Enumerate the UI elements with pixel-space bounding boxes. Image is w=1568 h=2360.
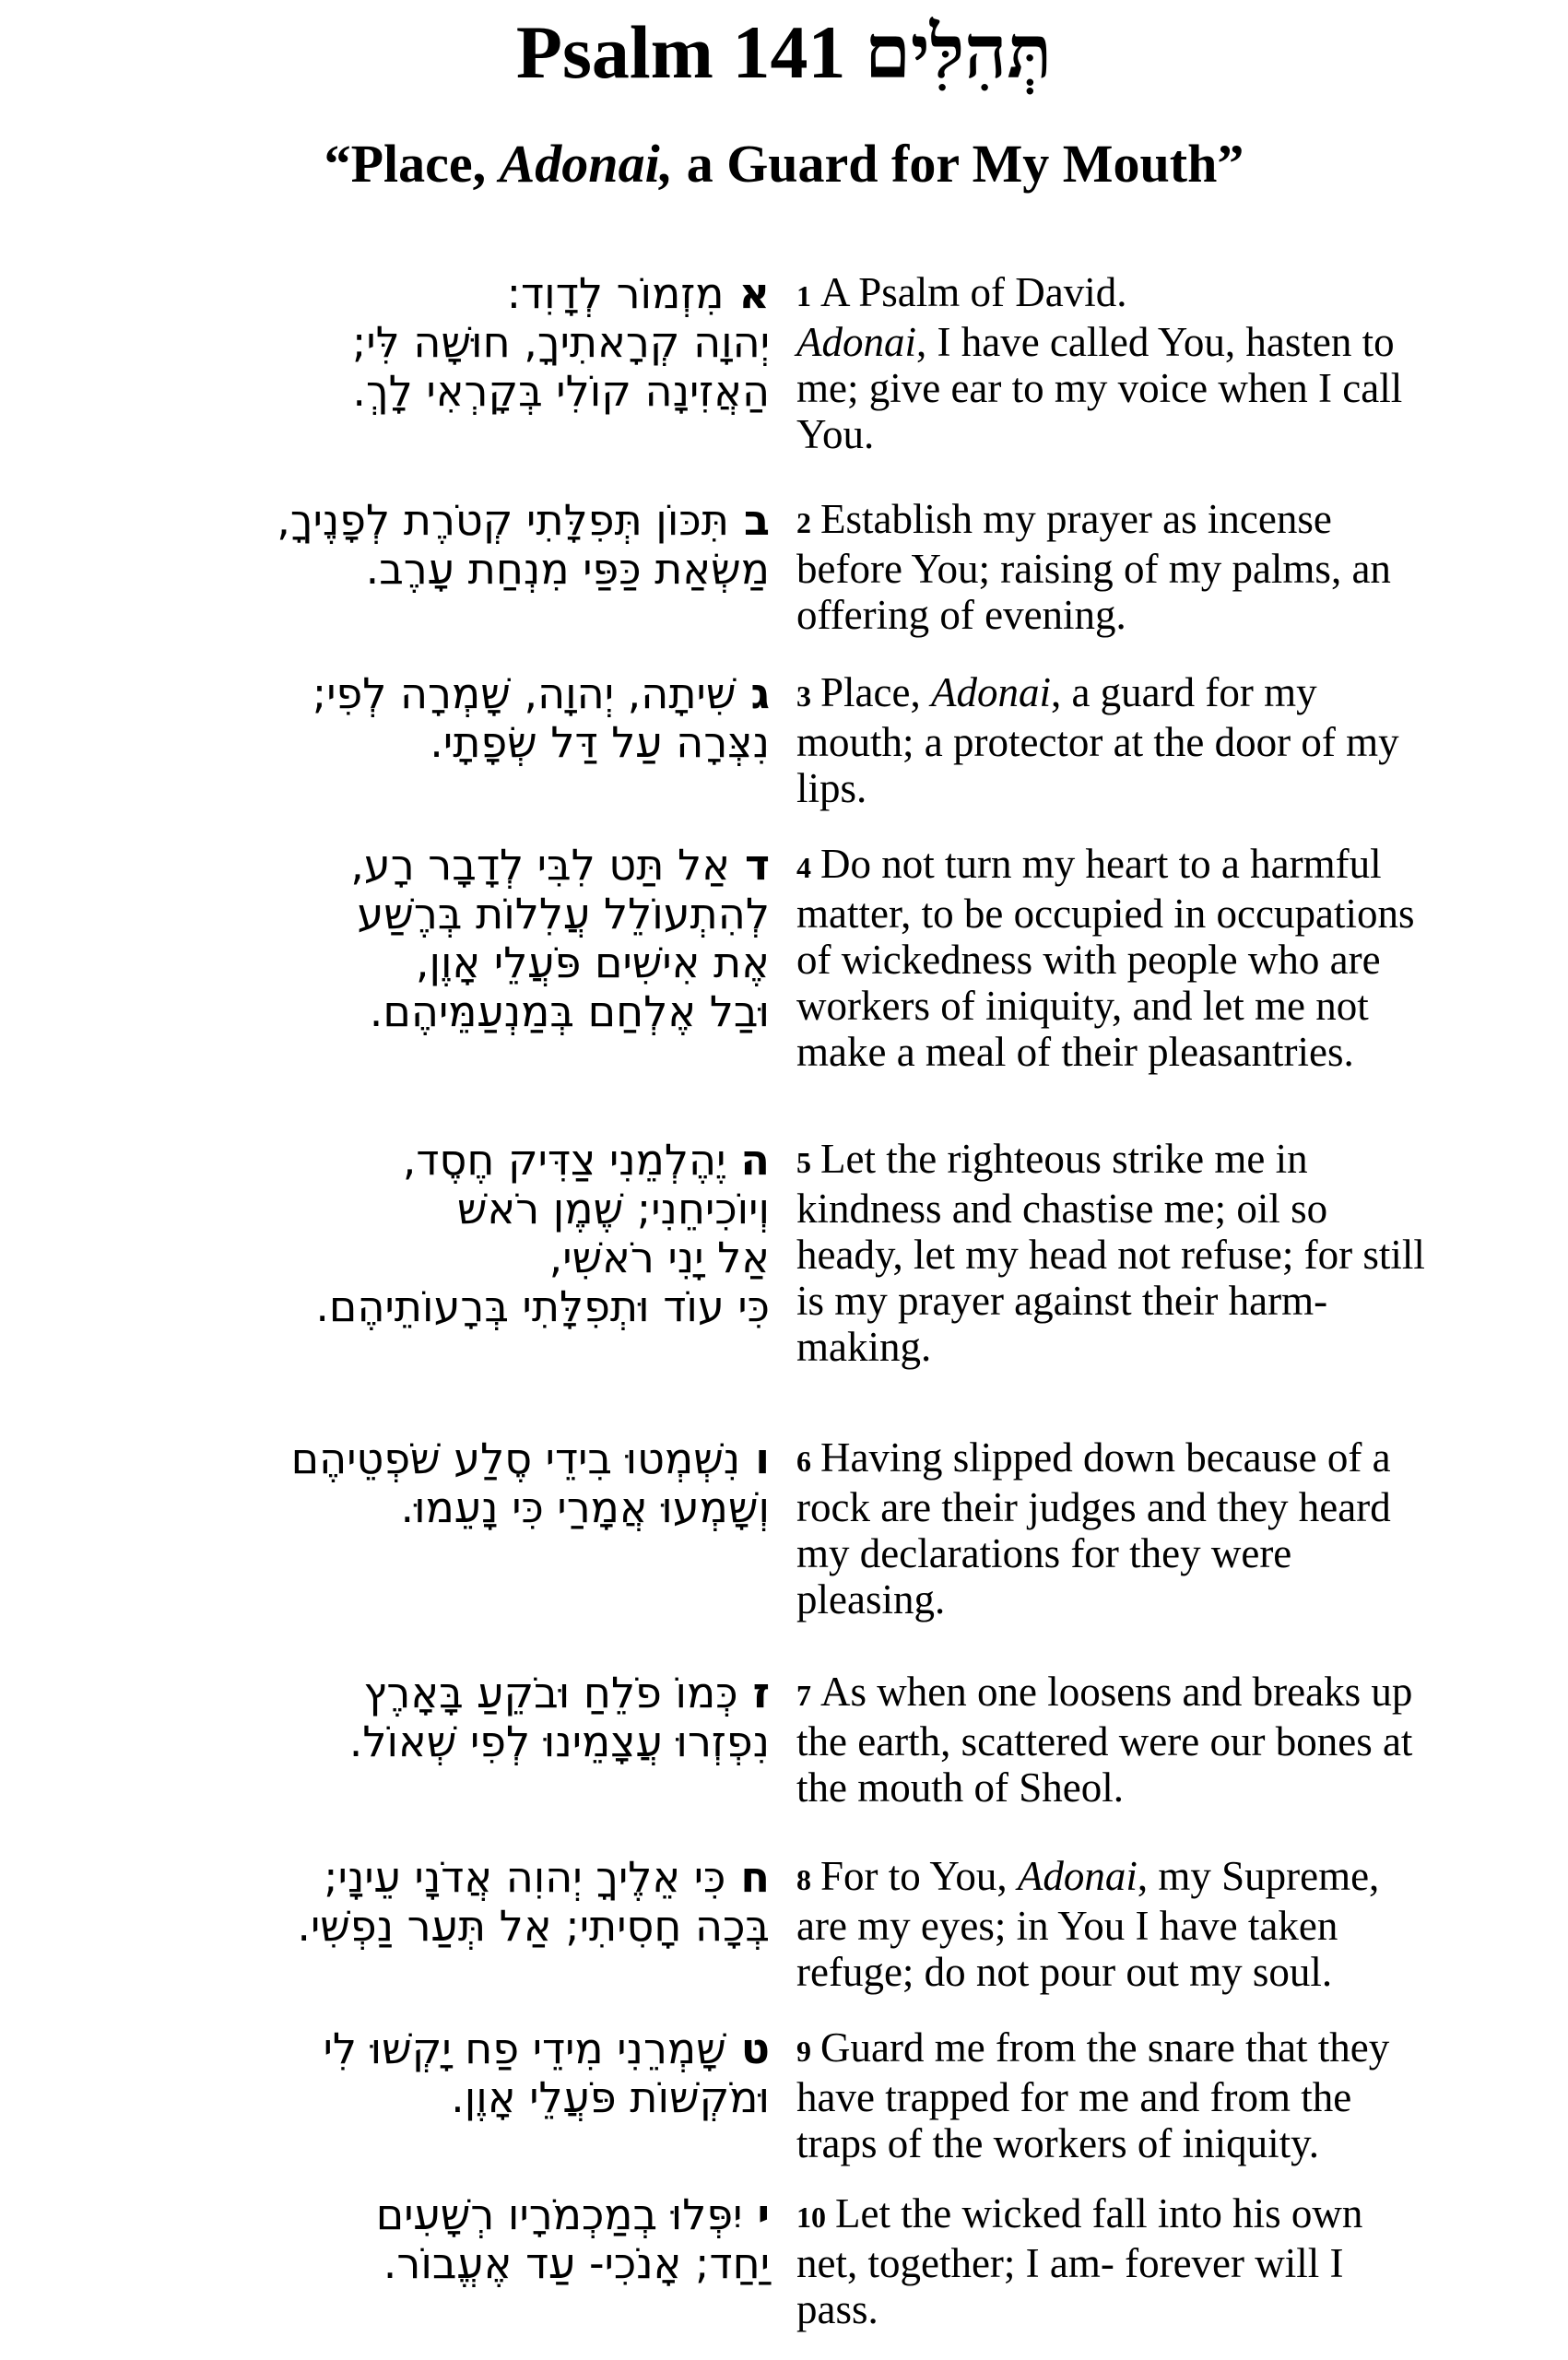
page-title [0,6,1568,99]
hebrew-verse-letter: א [738,268,770,318]
hebrew-line [51,2239,770,2288]
english-text: , my Supreme, [1137,1853,1380,1899]
hebrew-line [51,938,770,987]
hebrew-verse-text [51,1853,770,1951]
hebrew-verse-text [51,669,770,767]
english-line [796,1576,1534,1622]
english-verse-text [796,2190,1534,2332]
hebrew-line [51,318,770,367]
hebrew-verse-letter: ט [740,2024,770,2073]
english-line [796,2024,1534,2074]
hebrew-line-text: שִׁיתָה, יְהוָה, שָׁמְרָה לְפִי; [312,668,737,718]
verse-number: 9 [796,2035,811,2068]
english-verse-text [796,841,1534,1075]
english-line [796,1484,1534,1530]
hebrew-line-text: יֶהֶלְמֵנִי צַדִּיק חֶסֶד, [402,1135,726,1185]
verse-number: 6 [796,1445,811,1478]
english-text: Place, [820,669,931,715]
verse-number: 1 [796,279,811,313]
verse-number: 2 [796,506,811,539]
hebrew-verse-letter: ז [752,1668,770,1717]
hebrew-line [51,2073,770,2122]
hebrew-line-text: בְּכָה חָסִיתִי; אַל תְּעַר נַפְשִׁי. [297,1901,770,1951]
hebrew-line [51,2024,770,2073]
english-line [796,592,1534,638]
english-line [796,1232,1534,1278]
english-text: workers of iniquity, and let me not [796,983,1369,1029]
english-text: Do not turn my heart to a harmful [820,841,1382,887]
hebrew-line [51,1483,770,1532]
hebrew-line [51,841,770,890]
english-verse-text [796,1434,1534,1622]
english-text: heady, let my head not refuse; for still [796,1232,1425,1278]
hebrew-line [51,2190,770,2239]
hebrew-verse-text [51,1434,770,1532]
english-text: traps of the workers of iniquity. [796,2120,1319,2166]
hebrew-verse-letter: ב [743,495,770,545]
hebrew-line [51,1717,770,1766]
hebrew-line-text: יִפְּלוּ בְמַכְמֹרָיו רְשָׁעִים [375,2189,743,2239]
english-text: You. [796,411,875,457]
hebrew-verse-text [51,2190,770,2288]
verse-number: 10 [796,2201,826,2234]
english-text: refuge; do not pour out my soul. [796,1949,1333,1995]
title-english: Psalm 141 [515,10,846,94]
english-text: pass. [796,2286,878,2332]
english-text: offering of evening. [796,592,1126,638]
english-line [796,1718,1534,1764]
hebrew-line [51,718,770,767]
english-line [796,1903,1534,1949]
english-line [796,891,1534,937]
hebrew-verse-letter: י [757,2189,770,2239]
english-text: As when one loosens and breaks up [820,1669,1413,1715]
verse-number: 3 [796,679,811,713]
english-line [796,319,1534,365]
english-verse-text [796,269,1534,457]
hebrew-line-text: נִפְזְרוּ עֲצָמֵינוּ לְפִי שְׁאוֹל. [348,1717,770,1766]
english-text: making. [796,1324,932,1370]
hebrew-line-text: יְהוָה קְרָאתִיךָ, חוּשָׁה לִּי; [351,317,770,367]
english-line [796,1669,1534,1718]
english-text: lips. [796,765,867,811]
english-text: have trapped for me and from the [796,2074,1352,2120]
hebrew-line-text: כִּי עוֹד וּתְפִלָּתִי בְּרָעוֹתֵיהֶם. [315,1281,770,1331]
english-line [796,669,1534,719]
english-line [796,269,1534,319]
hebrew-line-text: אַל תַּט לִבִּי לְדָבָר רָע, [350,840,730,890]
english-line [796,1949,1534,1995]
english-line [796,1029,1534,1075]
hebrew-verse-text [51,496,770,594]
hebrew-line [51,496,770,545]
english-text: Establish my prayer as incense [820,496,1332,542]
hebrew-verse-text [51,841,770,1036]
hebrew-verse-text [51,269,770,416]
english-line [796,1324,1534,1370]
hebrew-line-text: אַל יָנִי רֹאשִׁי, [548,1233,770,1282]
english-text: A Psalm of David. [820,269,1127,315]
hebrew-line-text: שָׁמְרֵנִי מִידֵי פַח יָקְשׁוּ לִי [323,2024,726,2073]
hebrew-line-text: לְהִתְעוֹלֵל עֲלִלוֹת בְּרֶשַׁע [357,889,770,938]
verse-number: 5 [796,1146,811,1179]
english-line [796,1853,1534,1903]
hebrew-verse-letter: ח [740,1852,770,1902]
divine-name: Adonai [796,319,916,365]
english-line [796,765,1534,811]
subtitle-open: “Place, [324,134,487,194]
english-text: make a meal of their pleasantries. [796,1029,1354,1075]
english-line [796,937,1534,983]
english-verse-text [796,669,1534,811]
english-verse-text [796,1669,1534,1811]
english-text: matter, to be occupied in occupations [796,891,1415,937]
english-text: , I have called You, hasten to [916,319,1395,365]
hebrew-line [51,987,770,1036]
hebrew-line-text: יַחַד; אָנֹכִי- עַד אֶעֱבוֹר. [383,2238,770,2288]
hebrew-line-text: הַאֲזִינָה קוֹלִי בְּקָרְאִי לָךְ. [352,366,770,416]
english-line [796,1186,1534,1232]
verse-number: 4 [796,851,811,884]
hebrew-line [51,1233,770,1282]
hebrew-line [51,367,770,416]
english-line [796,1764,1534,1811]
hebrew-line-text: וּמֹקְשׁוֹת פֹּעֲלֵי אָוֶן. [451,2072,770,2122]
hebrew-line [51,269,770,318]
english-text: my declarations for they were [796,1530,1292,1576]
english-line [796,365,1534,411]
hebrew-line [51,890,770,938]
english-line [796,2120,1534,2166]
english-text: Guard me from the snare that they [820,2024,1390,2071]
verse-number: 7 [796,1679,811,1712]
english-verse-text [796,1136,1534,1370]
hebrew-line-text: מִזְמוֹר לְדָוִד: [506,268,725,318]
hebrew-verse-text [51,2024,770,2122]
hebrew-line [51,545,770,594]
verse-number: 8 [796,1863,811,1896]
hebrew-line-text: מַשְׂאַת כַּפַּי מִנְחַת עָרֶב. [365,544,770,594]
english-text: me; give ear to my voice when I call [796,365,1403,411]
english-line [796,2240,1534,2286]
hebrew-line-text: וְשָׁמְעוּ אֲמָרַי כִּי נָעֵמוּ. [400,1482,770,1532]
hebrew-line-text: כְּמוֹ פֹלֵחַ וּבֹקֵעַ בָּאָרֶץ [363,1668,738,1717]
english-line [796,2074,1534,2120]
subtitle-rest: a Guard for My Mouth” [686,134,1244,194]
hebrew-line-text: וְיוֹכִיחֵנִי; שֶׁמֶן רֹאשׁ [456,1184,770,1233]
hebrew-line-text: נִשְׁמְטוּ בִידֵי סֶלַע שֹׁפְטֵיהֶם [290,1434,741,1483]
english-text: mouth; a protector at the door of my [796,719,1399,765]
english-verse-text [796,496,1534,638]
english-text: kindness and chastise me; oil so [796,1186,1328,1232]
hebrew-line [51,1434,770,1483]
english-verse-text [796,1853,1534,1995]
hebrew-line-text: אֶת אִישִׁים פֹּעֲלֵי אָוֶן, [415,938,770,987]
english-line [796,496,1534,546]
hebrew-line [51,1136,770,1185]
english-line [796,546,1534,592]
english-text: Having slipped down because of a [820,1434,1391,1481]
english-line [796,2190,1534,2240]
english-text: , a guard for my [1050,669,1317,715]
english-line [796,1530,1534,1576]
english-text: For to You, [820,1853,1018,1899]
english-text: of wickedness with people who are [796,937,1381,983]
divine-name: Adonai [1017,1853,1138,1899]
english-line [796,1136,1534,1186]
hebrew-line-text: כִּי אֵלֶיךָ יְהוִה אֲדֹנָי עֵינָי; [324,1852,726,1902]
english-text: Let the righteous strike me in [820,1136,1308,1182]
hebrew-verse-letter: ג [750,668,770,718]
english-text: is my prayer against their harm- [796,1278,1328,1324]
hebrew-line-text: נִצְּרָה עַל דַּל שְׂפָתָי. [430,717,770,767]
hebrew-verse-letter: ו [755,1434,770,1483]
divine-name: Adonai [930,669,1051,715]
hebrew-verse-text [51,1136,770,1331]
hebrew-line [51,1902,770,1951]
english-text: the mouth of Sheol. [796,1764,1124,1811]
hebrew-verse-letter: ד [744,840,770,890]
hebrew-line [51,1282,770,1331]
english-line [796,983,1534,1029]
english-line [796,841,1534,891]
english-line [796,411,1534,457]
english-line [796,2286,1534,2332]
hebrew-verse-text [51,1669,770,1766]
english-line [796,1434,1534,1484]
hebrew-verse-letter: ה [740,1135,770,1185]
english-text: rock are their judges and they heard [796,1484,1391,1530]
english-text: before You; raising of my palms, an [796,546,1391,592]
english-text: net, together; I am- forever will I [796,2240,1344,2286]
hebrew-line [51,1669,770,1717]
hebrew-line [51,1853,770,1902]
title-hebrew: תְּהִלִּים [864,8,1053,95]
hebrew-line [51,1185,770,1233]
hebrew-line-text: תִּכּוֹן תְּפִלָּתִי קְטֹרֶת לְפָנֶיךָ, [277,495,729,545]
english-text: the earth, scattered were our bones at [796,1718,1413,1764]
subtitle-divine-name: Adonai, [499,134,674,194]
hebrew-line-text: וּבַל אֶלְחַם בְּמַנְעַמֵּיהֶם. [369,986,770,1036]
english-verse-text [796,2024,1534,2166]
english-text: Let the wicked fall into his own [835,2190,1363,2236]
english-line [796,719,1534,765]
english-text: pleasing. [796,1576,946,1622]
page-subtitle [0,129,1568,199]
english-line [796,1278,1534,1324]
hebrew-line [51,669,770,718]
english-text: are my eyes; in You I have taken [796,1903,1338,1949]
